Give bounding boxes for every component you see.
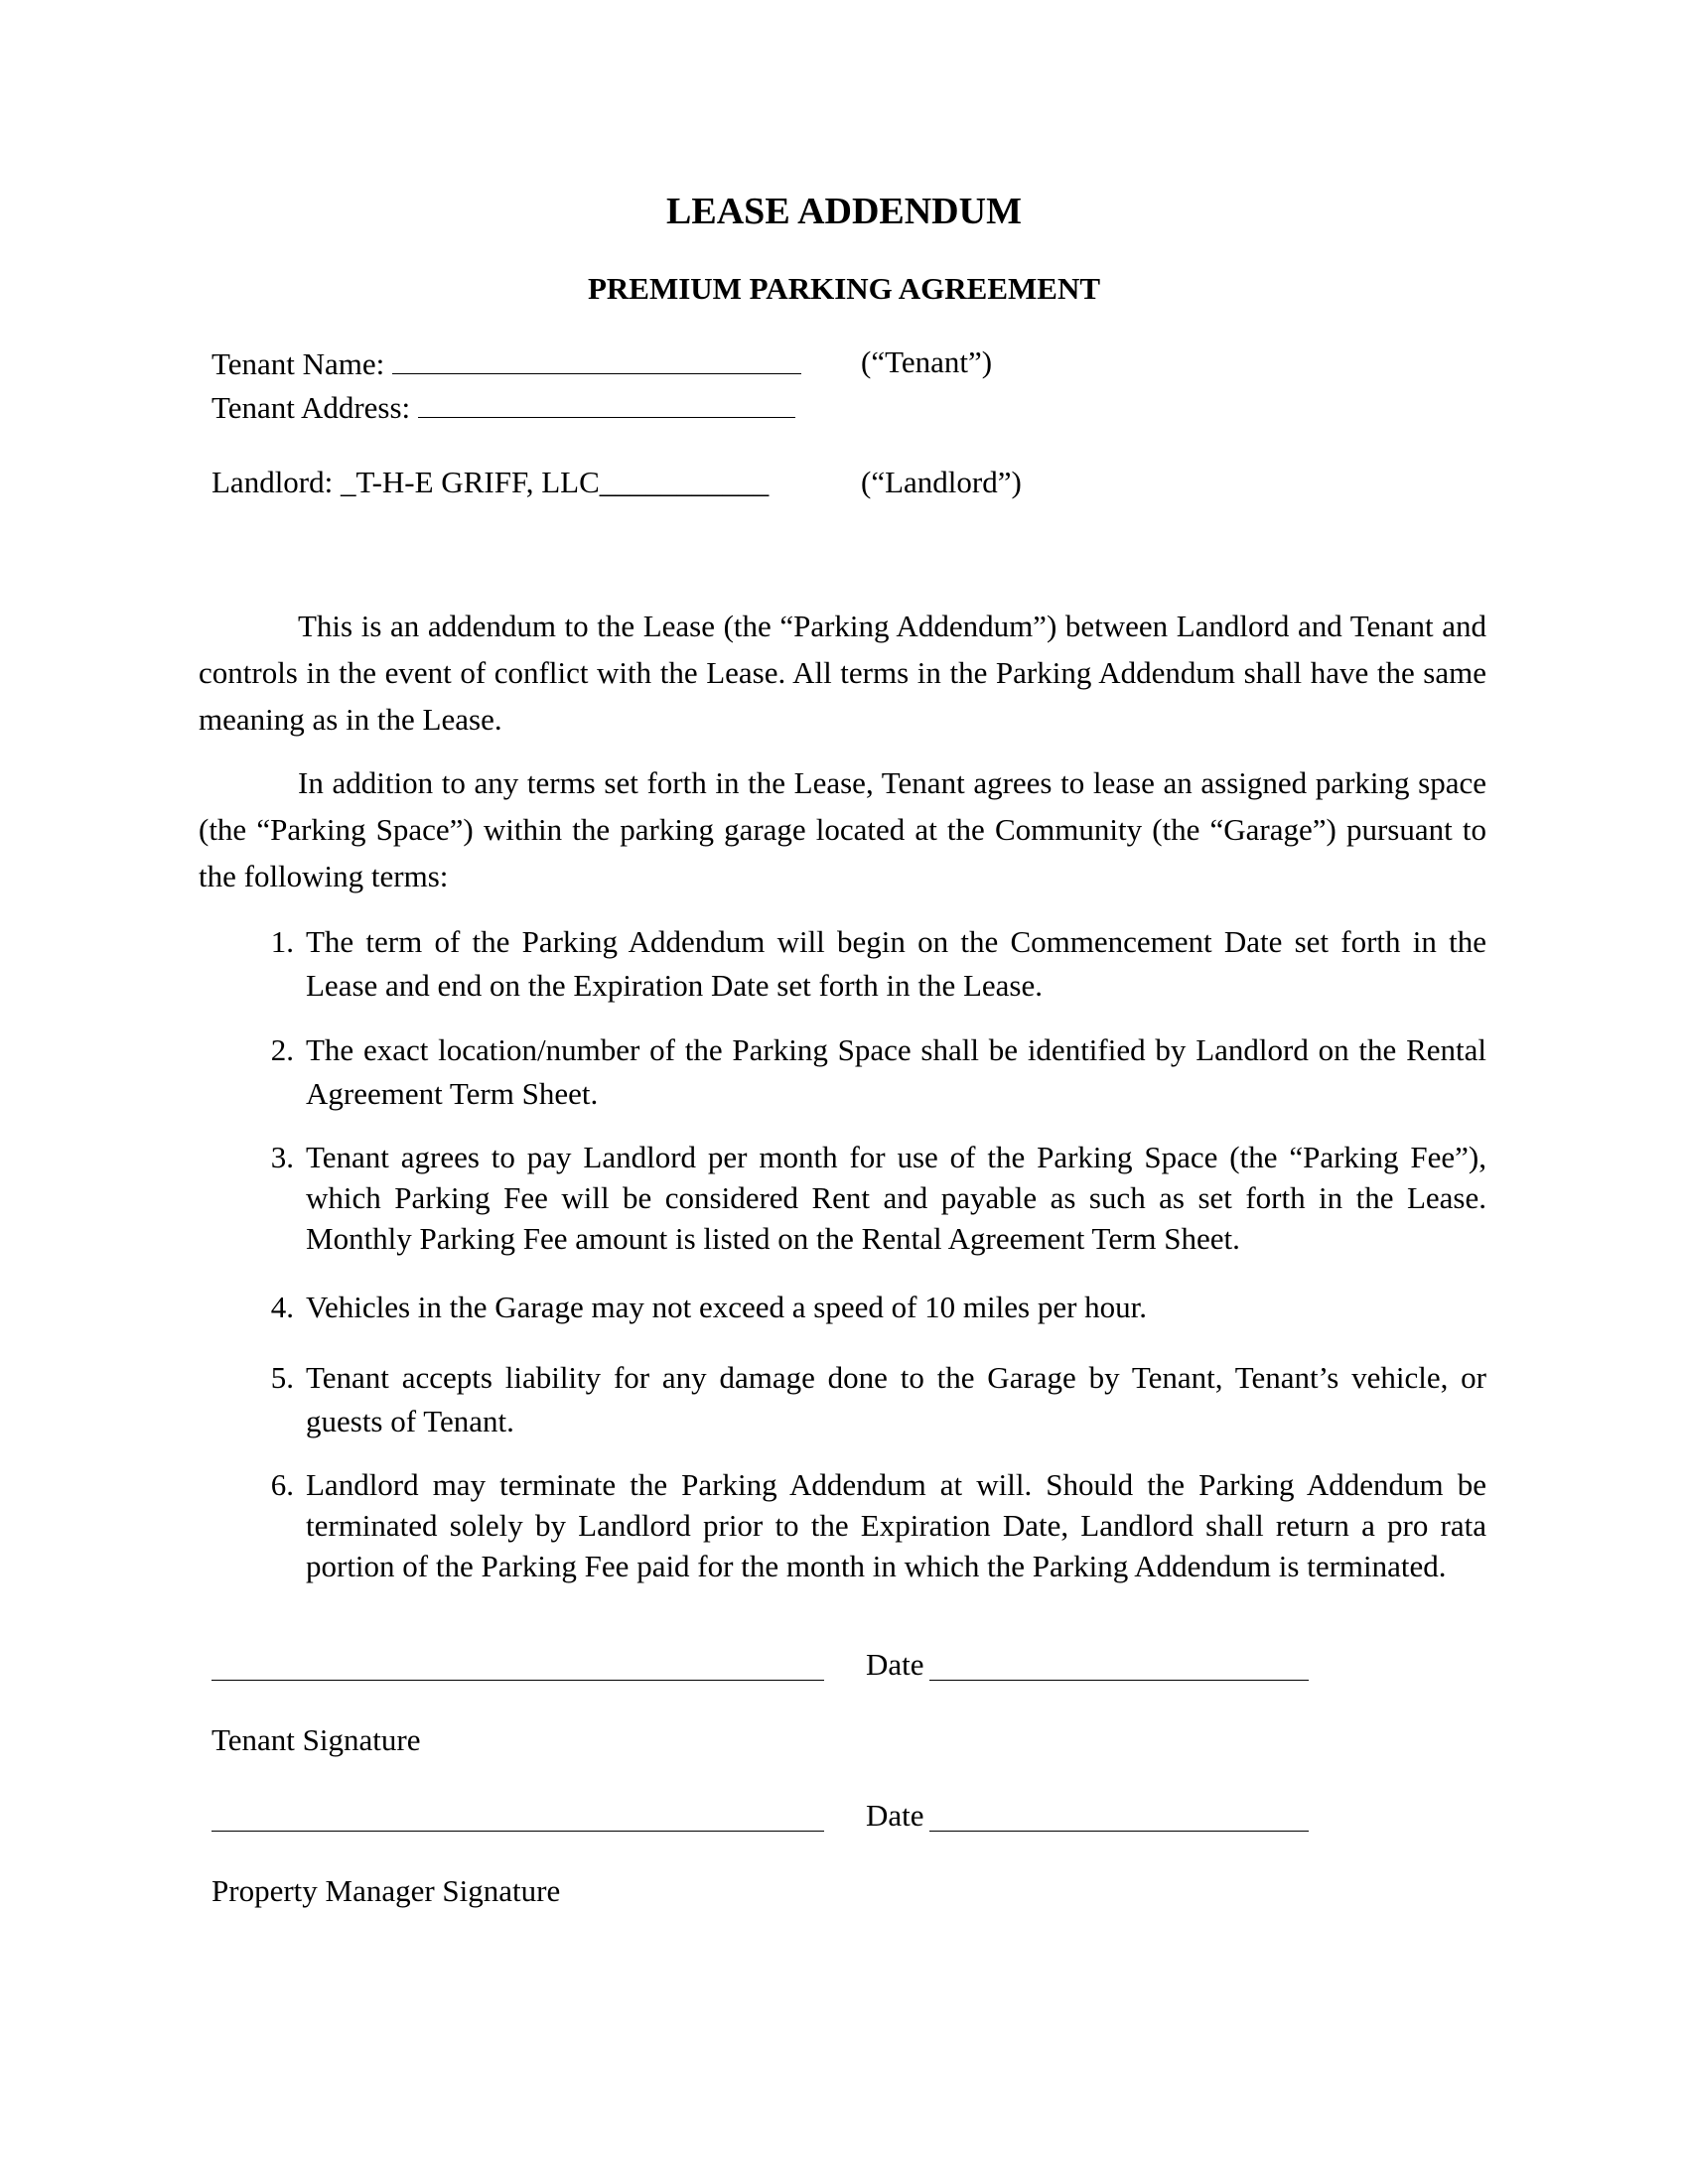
tenant-signature-field[interactable]: [211, 1680, 824, 1681]
list-number: 4.: [270, 1290, 294, 1324]
document-subtitle: PREMIUM PARKING AGREEMENT: [587, 271, 1101, 306]
tenant-address-row: [211, 387, 795, 427]
list-text: The term of the Parking Addendum will begin on the Commencement Date set forth in the Lease and end on the Expiration Date set forth in the Lease.: [306, 924, 1486, 1003]
list-text: Tenant accepts liability for any damage done to the Garage by Tenant, Tenant’s vehicle, or guests of Tenant.: [306, 1360, 1486, 1438]
terms-intro-paragraph: In addition to any terms set forth in the Lease, Tenant agrees to lease an assigned parking space (the “Parking Space”) within the parking garage located at the Community (the “Garage”) pursuant to the following terms:: [199, 765, 1486, 893]
list-text: Vehicles in the Garage may not exceed a speed of 10 miles per hour.: [306, 1290, 1148, 1324]
landlord-label: Landlord:: [211, 465, 334, 499]
intro-paragraph: This is an addendum to the Lease (the “Parking Addendum”) between Landlord and Tenant and controls in the event of conflict with the Lease. All terms in the Parking Addendum shall have the same meaning as in the Lease.: [199, 609, 1486, 737]
list-text: Tenant agrees to pay Landlord per month for use of the Parking Space (the “Parking Fee”), which Parking Fee will be considered Rent and payable as such as set forth in the Lease. Monthly Parking Fee amount is listed on the Rental Agreement Term Sheet.: [306, 1140, 1486, 1256]
list-number: 5.: [270, 1360, 294, 1395]
list-number: 3.: [270, 1140, 294, 1174]
tenant-address-label: Tenant Address:: [211, 390, 411, 425]
manager-date-field[interactable]: [929, 1831, 1309, 1832]
list-number: 6.: [270, 1467, 294, 1502]
landlord-value: _T-H-E GRIFF, LLC___________: [341, 465, 770, 499]
landlord-row: [211, 464, 1022, 501]
document-title: LEASE ADDENDUM: [666, 191, 1022, 232]
manager-date-label: Date: [866, 1798, 924, 1833]
tenant-signature-caption: Tenant Signature: [211, 1722, 421, 1757]
landlord-role: (“Landlord”): [861, 465, 1022, 499]
manager-signature-caption: Property Manager Signature: [211, 1873, 561, 1908]
tenant-name-field[interactable]: [392, 343, 801, 374]
tenant-name-label: Tenant Name:: [211, 346, 385, 381]
list-number: 1.: [270, 924, 294, 959]
tenant-name-row: [211, 343, 993, 383]
list-number: 2.: [270, 1032, 294, 1067]
tenant-role: (“Tenant”): [861, 344, 993, 379]
tenant-date-label: Date: [866, 1647, 924, 1682]
tenant-address-field[interactable]: [418, 387, 795, 418]
manager-signature-field[interactable]: [211, 1831, 824, 1832]
list-text: Landlord may terminate the Parking Addendum at will. Should the Parking Addendum be terminated solely by Landlord prior to the Expiration Date, Landlord shall return a pro rata portion of the Parking Fee paid for the month in which the Parking Addendum is terminated.: [306, 1467, 1486, 1583]
list-text: The exact location/number of the Parking Space shall be identified by Landlord on the Rental Agreement Term Sheet.: [306, 1032, 1486, 1111]
tenant-date-field[interactable]: [929, 1680, 1309, 1681]
